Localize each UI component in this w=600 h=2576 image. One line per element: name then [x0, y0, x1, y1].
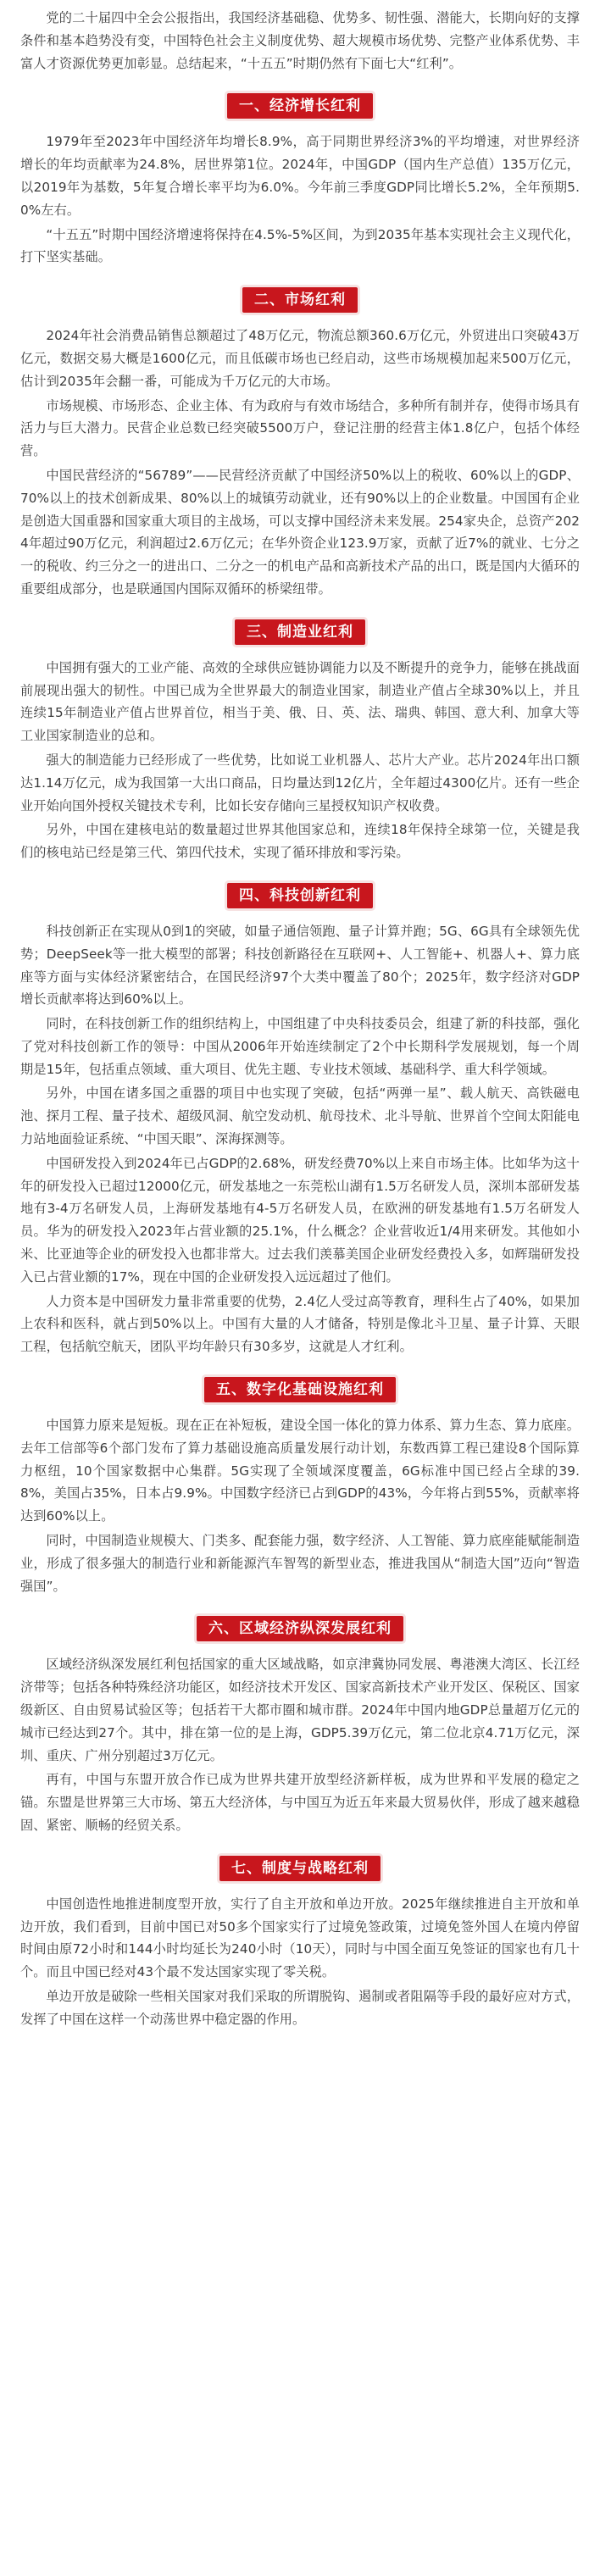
paragraph: 强大的制造能力已经形成了一些优势，比如说工业机器人、芯片大产业。芯片2024年出口额达1.14万亿元，成为我国第一大出口商品，日均量达到12亿片，全年超过4300亿片。还有一些企业开始向国外授权关键技术专利，比如长安存储向三星授权知识产权收费。	[20, 752, 580, 813]
paragraph: 同时，中国制造业规模大、门类多、配套能力强，数字经济、人工智能、算力底座能赋能制造业，形成了很多强大的制造行业和新能源汽车智驾的新型业态，推进我国从“制造大国”迈向“智造强国”。	[20, 1533, 580, 1594]
paragraph: 再有，中国与东盟开放合作已成为世界共建开放型经济新样板，成为世界和平发展的稳定之锚。东盟是世界第三大市场、第五大经济体，与中国互为近五年来最大贸易伙伴，形成了越来越稳固、紧密、顺畅的经贸关系。	[20, 1772, 580, 1833]
section-tech-innovation	[20, 883, 580, 1358]
section-manufacturing	[20, 619, 580, 864]
paragraph: 同时，在科技创新工作的组织结构上，中国组建了中央科技委员会，组建了新的科技部，强化了党对科技创新工作的领导：中国从2006年开始连续制定了2个中长期科学发展规划，每一个周期是15年，包括重点领域、重大项目、优先主题、专业技术领域、基础科学、重大科学领域。	[20, 1016, 580, 1077]
paragraph: 中国拥有强大的工业产能、高效的全球供应链协调能力以及不断提升的竞争力，能够在挑战面前展现出强大的韧性。中国已成为全世界最大的制造业国家，制造业产值占全球30%以上，并且连续15年制造业产值占世界首位，相当于美、俄、日、英、法、瑞典、韩国、意大利、加拿大等工业国家制造业的总和。	[20, 659, 580, 744]
section-economic-growth	[20, 93, 580, 269]
paragraph: 区域经济纵深发展红利包括国家的重大区域战略，如京津冀协同发展、粤港澳大湾区、长江经济带等；包括各种特殊经济功能区，如经济技术开发区、国家高新技术产业开发区、保税区、国家级新区、自由贸易试验区等；包括若干大都市圈和城市群。2024年中国内地GDP总量超万亿元的城市已经达到27个。其中，排在第一位的是上海，GDP5.39万亿元，第二位北京4.71万亿元，深圳、重庆、广州分别超过3万亿元。	[20, 1657, 580, 1763]
paragraph: 人力资本是中国研发力量非常重要的优势，2.4亿人受过高等教育，理科生占了40%，如果加上农科和医科，就占到50%以上。中国有大量的人才储备，特别是像北斗卫星、量子计算、天眼工程，包括航空航天，团队平均年龄只有30多岁，这就是人才红利。	[20, 1293, 580, 1355]
section-heading: 七、制度与战略红利	[219, 1856, 381, 1881]
section-heading: 五、数字化基础设施红利	[204, 1377, 396, 1402]
section-market	[20, 287, 580, 601]
section-heading: 一、经济增长红利	[227, 93, 373, 119]
section-institution-strategy	[20, 1856, 580, 2031]
section-heading: 六、区域经济纵深发展红利	[197, 1616, 403, 1641]
paragraph: 中国算力原来是短板。现在正在补短板，建设全国一体化的算力体系、算力生态、算力底座。去年工信部等6个部门发布了算力基础设施高质量发展行动计划，东数西算工程已建设8个国际算力枢纽，10个国家数据中心集群。5G实现了全领域深度覆盖，6G标准中国已经占全球的39.8%，美国占35%，日本占9.9%。中国数字经济已占到GDP的43%，今年将占到55%，贡献率将达到60%以上。	[20, 1418, 580, 1524]
intro-paragraph: 党的二十届四中全会公报指出，我国经济基础稳、优势多、韧性强、潜能大，长期向好的支撑条件和基本趋势没有变，中国特色社会主义制度优势、超大规模市场优势、完整产业体系优势、丰富人才资源优势更加彰显。总结起来，“十五五”时期仍然有下面七大“红利”。	[20, 10, 580, 71]
section-heading: 三、制造业红利	[235, 619, 365, 645]
paragraph: 单边开放是破除一些相关国家对我们采取的所谓脱钩、遏制或者阻隔等手段的最好应对方式，发挥了中国在这样一个动荡世界中稳定器的作用。	[20, 1988, 580, 2027]
paragraph: 2024年社会消费品销售总额超过了48万亿元，物流总额360.6万亿元，外贸进出口突破43万亿元，数据交易大概是1600亿元，而且低碳市场也已经启动，这些市场规模加起来500万亿元，估计到2035年会翻一番，可能成为千万亿元的大市场。	[20, 328, 580, 389]
section-regional-economy	[20, 1616, 580, 1836]
paragraph: 另外，中国在诸多国之重器的项目中也实现了突破，包括“两弹一星”、载人航天、高铁磁电池、探月工程、量子技术、超级风洞、航空发动机、航母技术、北斗导航、世界首个空间太阳能电力站地面验证系统、“中国天眼”、深海探测等。	[20, 1085, 580, 1147]
paragraph: 另外，中国在建核电站的数量超过世界其他国家总和，连续18年保持全球第一位，关键是我们的核电站已经是第三代、第四代技术，实现了循环排放和零污染。	[20, 822, 580, 861]
paragraph: 中国研发投入到2024年已占GDP的2.68%，研发经费70%以上来自市场主体。比如华为这十年的研发投入已超过12000亿元，研发基地之一东莞松山湖有1.5万名研发人员，深圳本部研发基地有3-4万名研发人员，上海研发基地有4-5万名研发人员，在欧洲的研发基地有1.5万名研发人员。华为的研发投入2023年占营业额的25.1%，什么概念？企业营收近1/4用来研发。其他如小米、比亚迪等企业的研发投入也都非常大。过去我们羡慕美国企业研发经费投入多，如辉瑞研发投入已占营业额的17%，现在中国的企业研发投入远远超过了他们。	[20, 1155, 580, 1285]
section-digital-infrastructure	[20, 1377, 580, 1597]
paragraph: 科技创新正在实现从0到1的突破，如量子通信领跑、量子计算并跑；5G、6G具有全球领先优势；DeepSeek等一批大模型的部署；科技创新路径在互联网+、人工智能+、机器人+、算力底座等方面与实体经济紧密结合，在国民经济97个大类中覆盖了80个；2025年，数字经济对GDP增长贡献率将达到60%以上。	[20, 923, 580, 1008]
section-heading: 二、市场红利	[242, 287, 358, 313]
paragraph: 市场规模、市场形态、企业主体、有为政府与有效市场结合，多种所有制并存，使得市场具有活力与巨大潜力。民营企业总数已经突破5500万户，登记注册的经营主体1.8亿户，包括个体经营。	[20, 397, 580, 459]
section-heading: 四、科技创新红利	[227, 883, 373, 908]
paragraph: 中国创造性地推进制度型开放，实行了自主开放和单边开放。2025年继续推进自主开放和单边开放，我们看到，目前中国已对50多个国家实行了过境免签政策，过境免签外国人在境内停留时间由原72小时和144小时均延长为240小时（10天），同时与中国全面互免签证的国家也有几十个。而且中国已经对43个最不发达国家实现了零关税。	[20, 1896, 580, 1980]
paragraph: 1979年至2023年中国经济年均增长8.9%，高于同期世界经济3%的平均增速，对世界经济增长的年均贡献率为24.8%，居世界第1位。2024年，中国GDP（国内生产总值）135万亿元，以2019年为基数，5年复合增长率平均为6.0%。今年前三季度GDP同比增长5.2%，全年预期5.0%左右。	[20, 134, 580, 218]
paragraph: “十五五”时期中国经济增速将保持在4.5%-5%区间，为到2035年基本实现社会主义现代化，打下坚实基础。	[20, 226, 580, 265]
intro	[20, 7, 580, 75]
paragraph: 中国民营经济的“56789”——民营经济贡献了中国经济50%以上的税收、60%以上的GDP、70%以上的技术创新成果、80%以上的城镇劳动就业，还有90%以上的企业数量。中国国有企业是创造大国重器和国家重大项目的主战场，可以支撑中国经济未来发展。254家央企，总资产2024年超过90万亿元，利润超过2.6万亿元；在华外资企业123.9万家，贡献了近7%的就业、七分之一的税收、约三分之一的进出口、二分之一的机电产品和高新技术产品的出口，既是国内大循环的重要组成部分，也是联通国内国际双循环的桥梁纽带。	[20, 467, 580, 597]
